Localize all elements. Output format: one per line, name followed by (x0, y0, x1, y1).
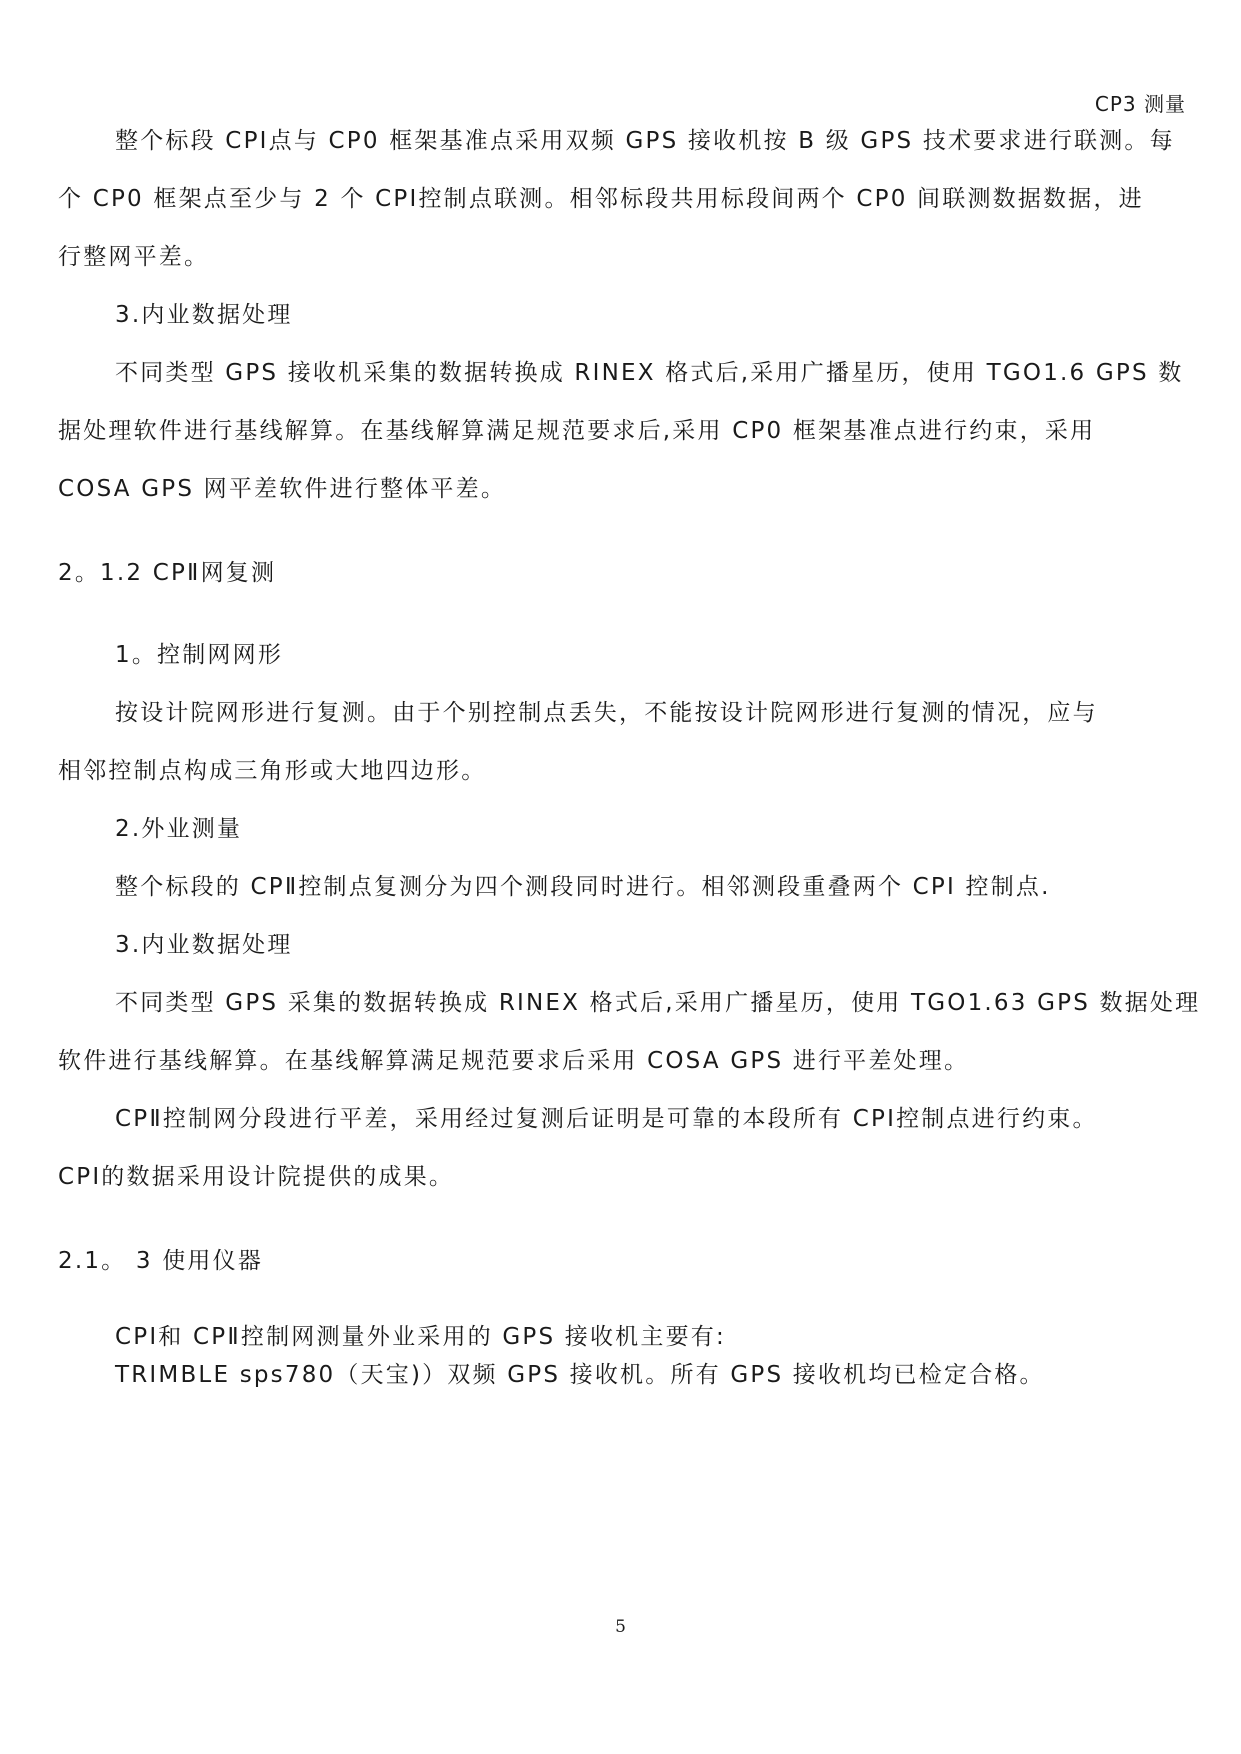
page-header: CP3 测量 (1094, 92, 1186, 116)
subheading: 3.内业数据处理 (115, 302, 293, 328)
paragraph-line: TRIMBLE sps780（天宝)）双频 GPS 接收机。所有 GPS 接收机均已检定合格。 (115, 1362, 1045, 1388)
paragraph-line: CPⅠ和 CPⅡ控制网测量外业采用的 GPS 接收机主要有: (115, 1324, 726, 1350)
section-heading: 2。1.2 CPⅡ网复测 (58, 560, 277, 586)
paragraph-line: 软件进行基线解算。在基线解算满足规范要求后采用 COSA GPS 进行平差处理。 (58, 1048, 970, 1074)
paragraph-line: 据处理软件进行基线解算。在基线解算满足规范要求后,采用 CP0 框架基准点进行约束，采用 (58, 418, 1096, 444)
section-heading: 2.1。 3 使用仪器 (58, 1248, 264, 1274)
paragraph-line: 不同类型 GPS 接收机采集的数据转换成 RINEX 格式后,采用广播星历，使用 TGO1.6 GPS 数 (115, 360, 1184, 386)
paragraph-line: 整个标段 CPⅠ点与 CP0 框架基准点采用双频 GPS 接收机按 B 级 GPS 技术要求进行联测。每 (115, 128, 1175, 154)
paragraph-line: 个 CP0 框架点至少与 2 个 CPⅠ控制点联测。相邻标段共用标段间两个 CP0 间联测数据数据，进 (58, 186, 1144, 212)
paragraph-line: 相邻控制点构成三角形或大地四边形。 (58, 758, 487, 784)
paragraph-line: 行整网平差。 (58, 244, 210, 270)
paragraph-line: CPⅡ控制网分段进行平差，采用经过复测后证明是可靠的本段所有 CPⅠ控制点进行约束。 (115, 1106, 1098, 1132)
subheading: 3.内业数据处理 (115, 932, 293, 958)
paragraph-line: 不同类型 GPS 采集的数据转换成 RINEX 格式后,采用广播星历，使用 TGO1.63 GPS 数据处理 (115, 990, 1201, 1016)
paragraph-line: CPⅠ的数据采用设计院提供的成果。 (58, 1164, 455, 1190)
paragraph-line: 按设计院网形进行复测。由于个别控制点丢失，不能按设计院网形进行复测的情况，应与 (115, 700, 1098, 726)
paragraph-line: 整个标段的 CPⅡ控制点复测分为四个测段同时进行。相邻测段重叠两个 CPI 控制点. (115, 874, 1051, 900)
subheading: 2.外业测量 (115, 816, 243, 842)
paragraph-line: COSA GPS 网平差软件进行整体平差。 (58, 476, 507, 502)
page-number: 5 (615, 1617, 626, 1637)
subheading: 1。控制网网形 (115, 642, 284, 668)
